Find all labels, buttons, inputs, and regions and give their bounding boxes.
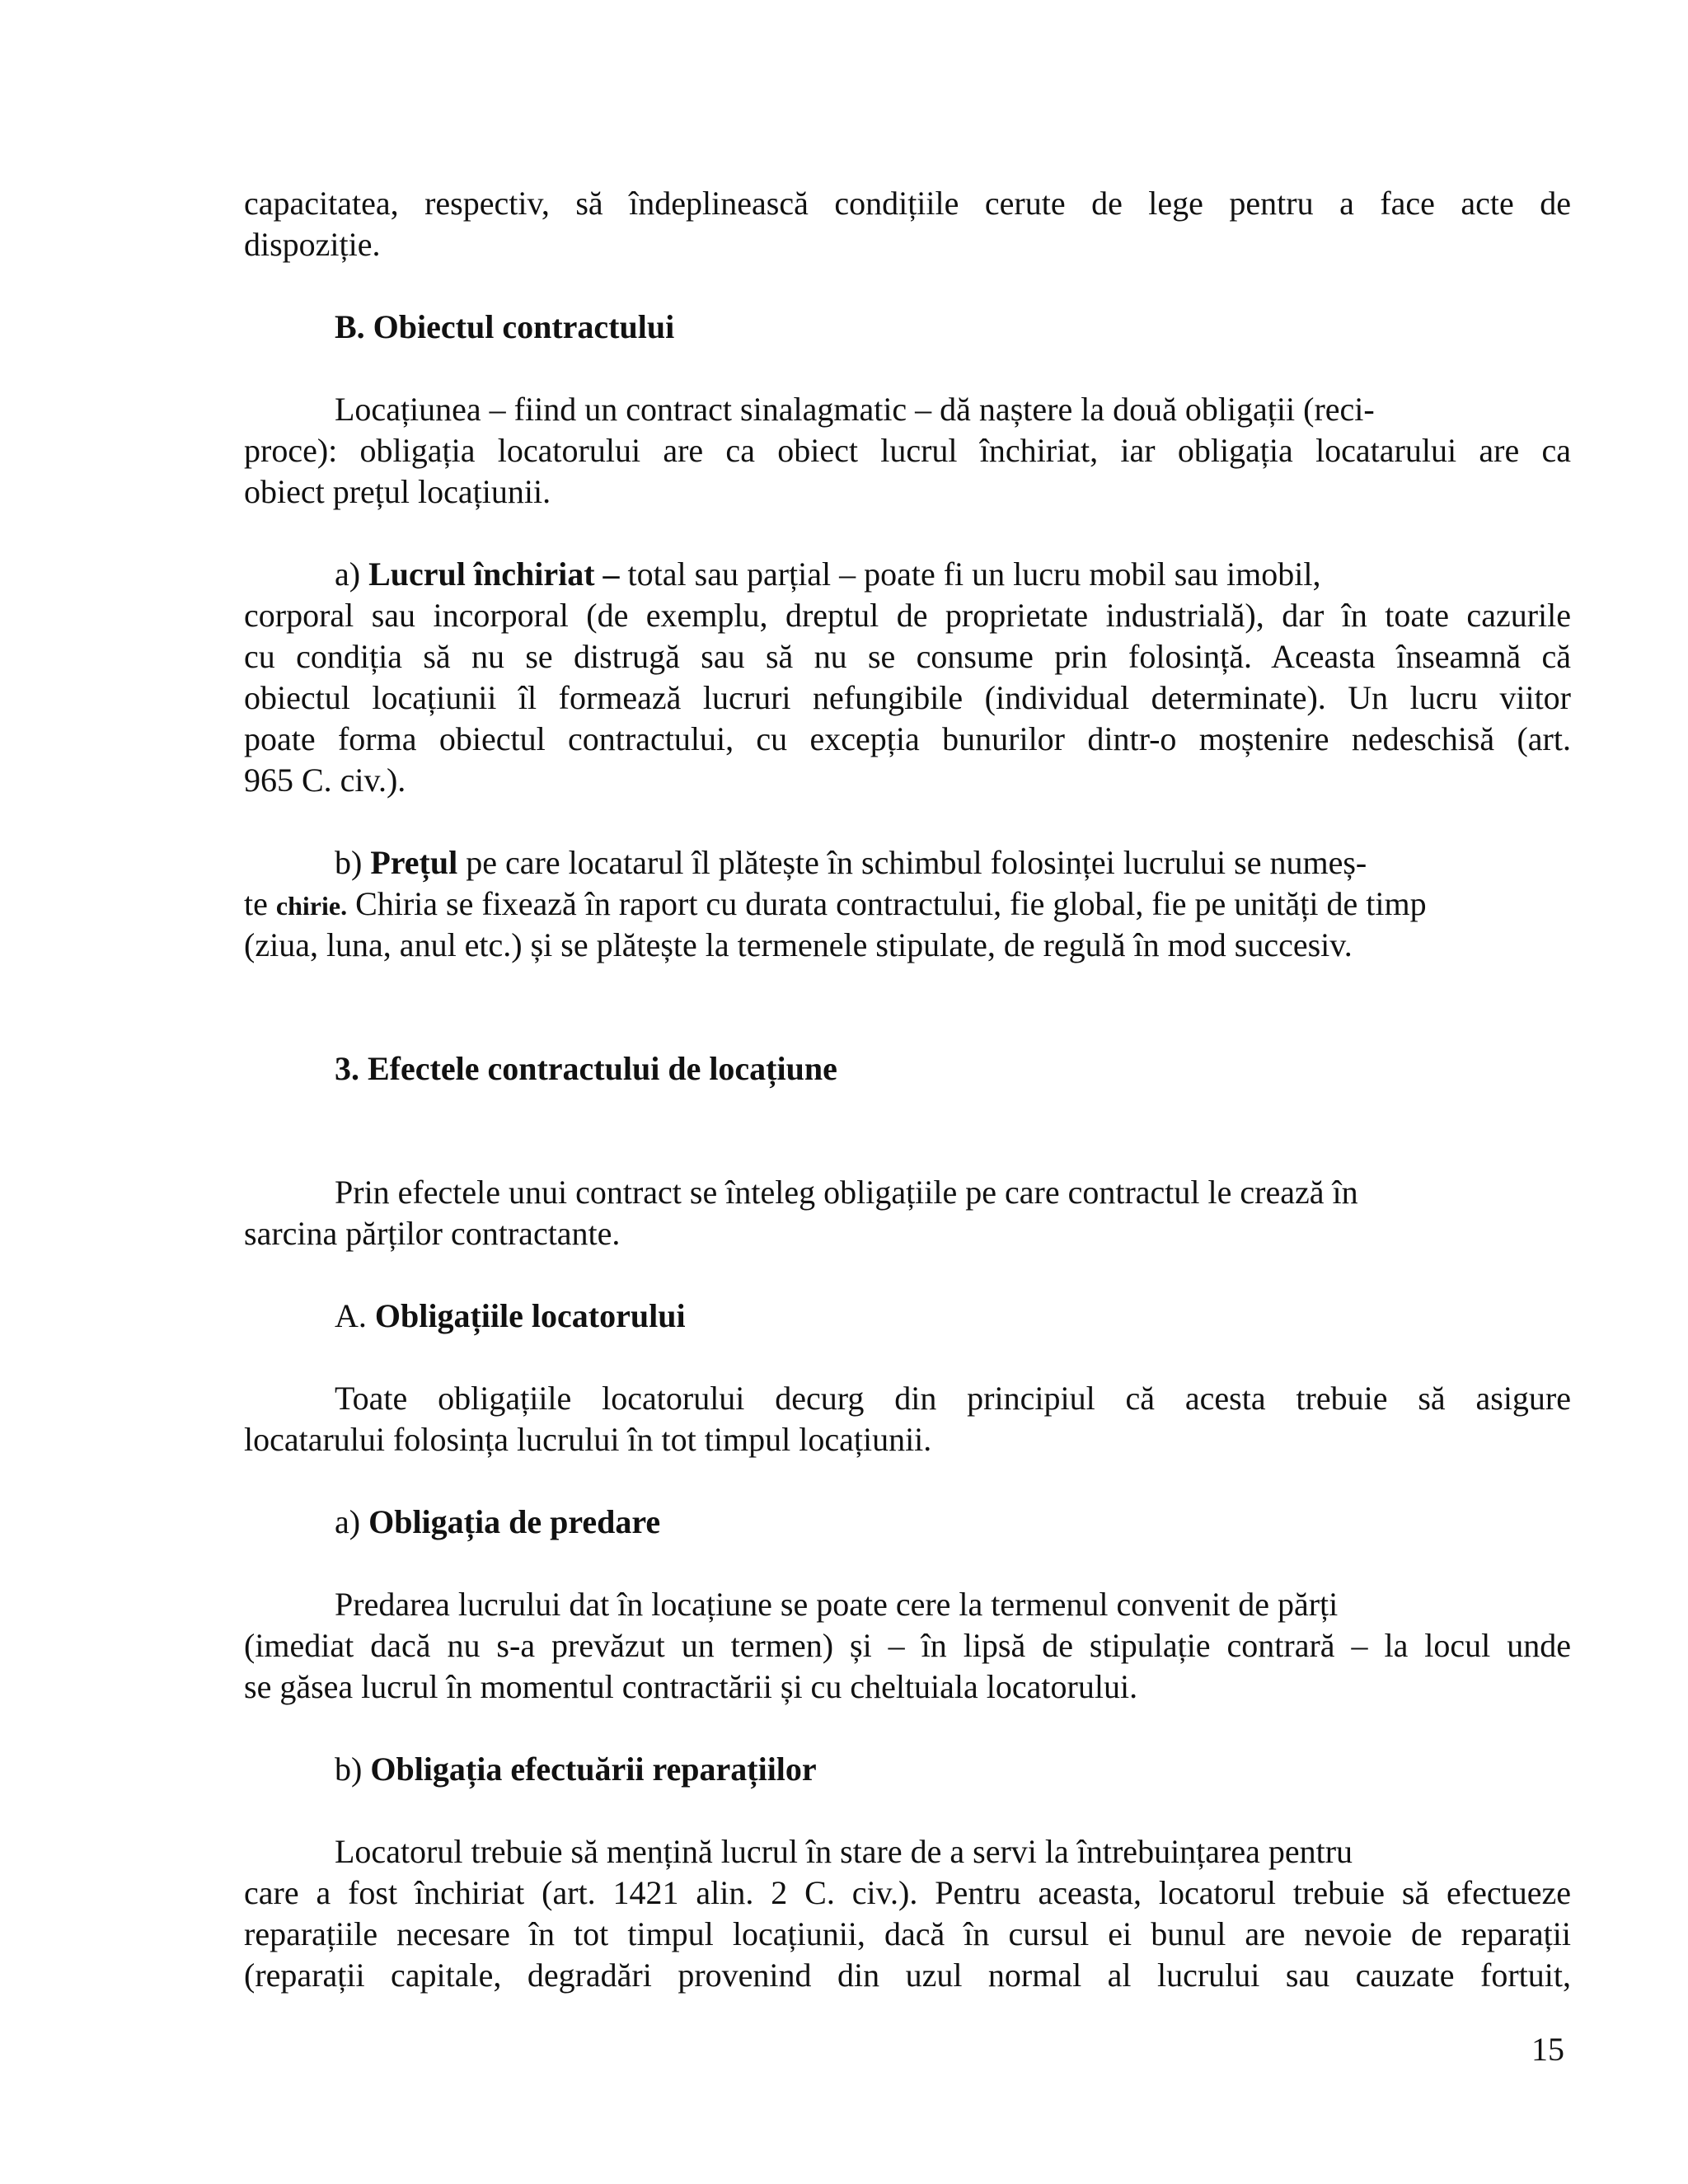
heading-text: [244, 1502, 1571, 1543]
term-text: chirie.: [275, 891, 348, 921]
text-line: poate forma obiectul contractului, cu excepția bunurilor dintr-o moștenire nedeschisă (art.: [244, 720, 1571, 757]
list-marker: b): [335, 1750, 371, 1788]
text-line: Predarea lucrului dat în locațiune se poate cere la termenul convenit de părți: [335, 1586, 1339, 1623]
text-line: (imediat dacă nu s-a prevăzut un termen) și – în lipsă de stipulație contrară – la locul unde: [244, 1627, 1571, 1664]
text-line: capacitatea, respectiv, să îndeplinească condițiile cerute de lege pentru a face acte de: [244, 185, 1571, 222]
text-line: care a fost închiriat (art. 1421 alin. 2 C. civ.). Pentru aceasta, locatorul trebuie să efectueze: [244, 1874, 1571, 1911]
term-text: Obligația efectuării reparațiilor: [370, 1750, 817, 1788]
text-line: (reparații capitale, degradări provenind din uzul normal al lucrului sau cauzate fortuit,: [244, 1957, 1571, 1994]
text-fragment: pe care locatarul îl plătește în schimbul folosinței lucrului se numeș-: [457, 844, 1367, 881]
term-text: Lucrul închiriat –: [368, 555, 620, 593]
text-line: [244, 883, 1571, 925]
text-line: corporal sau incorporal (de exemplu, dreptul de proprietate industrială), dar în toate cazurile: [244, 597, 1571, 634]
paragraph-repairs: [244, 1831, 1571, 1996]
text-line: Locatorul trebuie să mențină lucrul în stare de a servi la întrebuințarea pentru: [335, 1833, 1353, 1870]
paragraph-price: [244, 842, 1571, 966]
list-marker: a): [335, 555, 369, 593]
text-fragment: te: [244, 885, 276, 922]
text-fragment: total sau parțial – poate fi un lucru mobil sau imobil,: [619, 555, 1321, 593]
heading-text: [244, 1749, 1571, 1790]
text-line: proce): obligația locatorului are ca obiect lucrul închiriat, iar obligația locatarului are ca: [244, 432, 1571, 469]
list-marker: b): [335, 844, 371, 881]
text-line: dispoziție.: [244, 226, 381, 263]
text-line: obiectul locațiunii îl formează lucruri nefungibile (individual determinate). Un lucru viitor: [244, 679, 1571, 716]
paragraph-location-definition: [244, 389, 1571, 513]
subsection-heading-repairs: [244, 1749, 1571, 1790]
term-text: Obligațiile locatorului: [374, 1297, 686, 1334]
heading-text: 3. Efectele contractului de locațiune: [335, 1050, 837, 1087]
text-line: locatarului folosința lucrului în tot timpul locațiunii.: [244, 1421, 932, 1458]
list-marker: a): [335, 1503, 369, 1540]
page-number: 15: [1531, 2031, 1564, 2068]
text-line: se găsea lucrul în momentul contractării și cu cheltuiala locatorului.: [244, 1668, 1138, 1705]
paragraph-lessor-principle: [244, 1378, 1571, 1460]
text-line: Locațiunea – fiind un contract sinalagmatic – dă naștere la două obligații (reci-: [335, 391, 1375, 428]
text-line: sarcina părților contractante.: [244, 1215, 621, 1252]
text-line: Toate obligațiile locatorului decurg din principiul că acesta trebuie să asigure: [335, 1380, 1571, 1417]
heading-text: [244, 1296, 1571, 1337]
paragraph-effects-definition: [244, 1172, 1571, 1254]
paragraph-delivery: [244, 1584, 1571, 1708]
paragraph-capacity: [244, 183, 1571, 265]
paragraph-rented-thing: [244, 554, 1571, 801]
text-line: obiect prețul locațiunii.: [244, 473, 551, 510]
list-marker: A.: [335, 1297, 375, 1334]
heading-text: B. Obiectul contractului: [335, 308, 675, 345]
text-line: cu condiția să nu se distrugă sau să nu se consume prin folosință. Aceasta înseamnă că: [244, 638, 1571, 675]
section-heading-object: [244, 307, 1571, 348]
subsection-heading-delivery: [244, 1502, 1571, 1543]
text-line: [244, 842, 1571, 883]
term-text: Obligația de predare: [368, 1503, 661, 1540]
section-heading-effects: [244, 1048, 1571, 1090]
section-heading-lessor-obligations: [244, 1296, 1571, 1337]
term-text: Prețul: [370, 844, 458, 881]
text-line: (ziua, luna, anul etc.) și se plătește la termenele stipulate, de regulă în mod succesiv.: [244, 926, 1353, 963]
text-fragment: Chiria se fixează în raport cu durata contractului, fie global, fie pe unități de timp: [347, 885, 1427, 922]
text-line: [244, 554, 1571, 595]
text-line: 965 C. civ.).: [244, 762, 406, 799]
text-line: Prin efectele unui contract se înteleg obligațiile pe care contractul le crează în: [335, 1174, 1358, 1211]
text-line: reparațiile necesare în tot timpul locațiunii, dacă în cursul ei bunul are nevoie de reparații: [244, 1915, 1571, 1952]
